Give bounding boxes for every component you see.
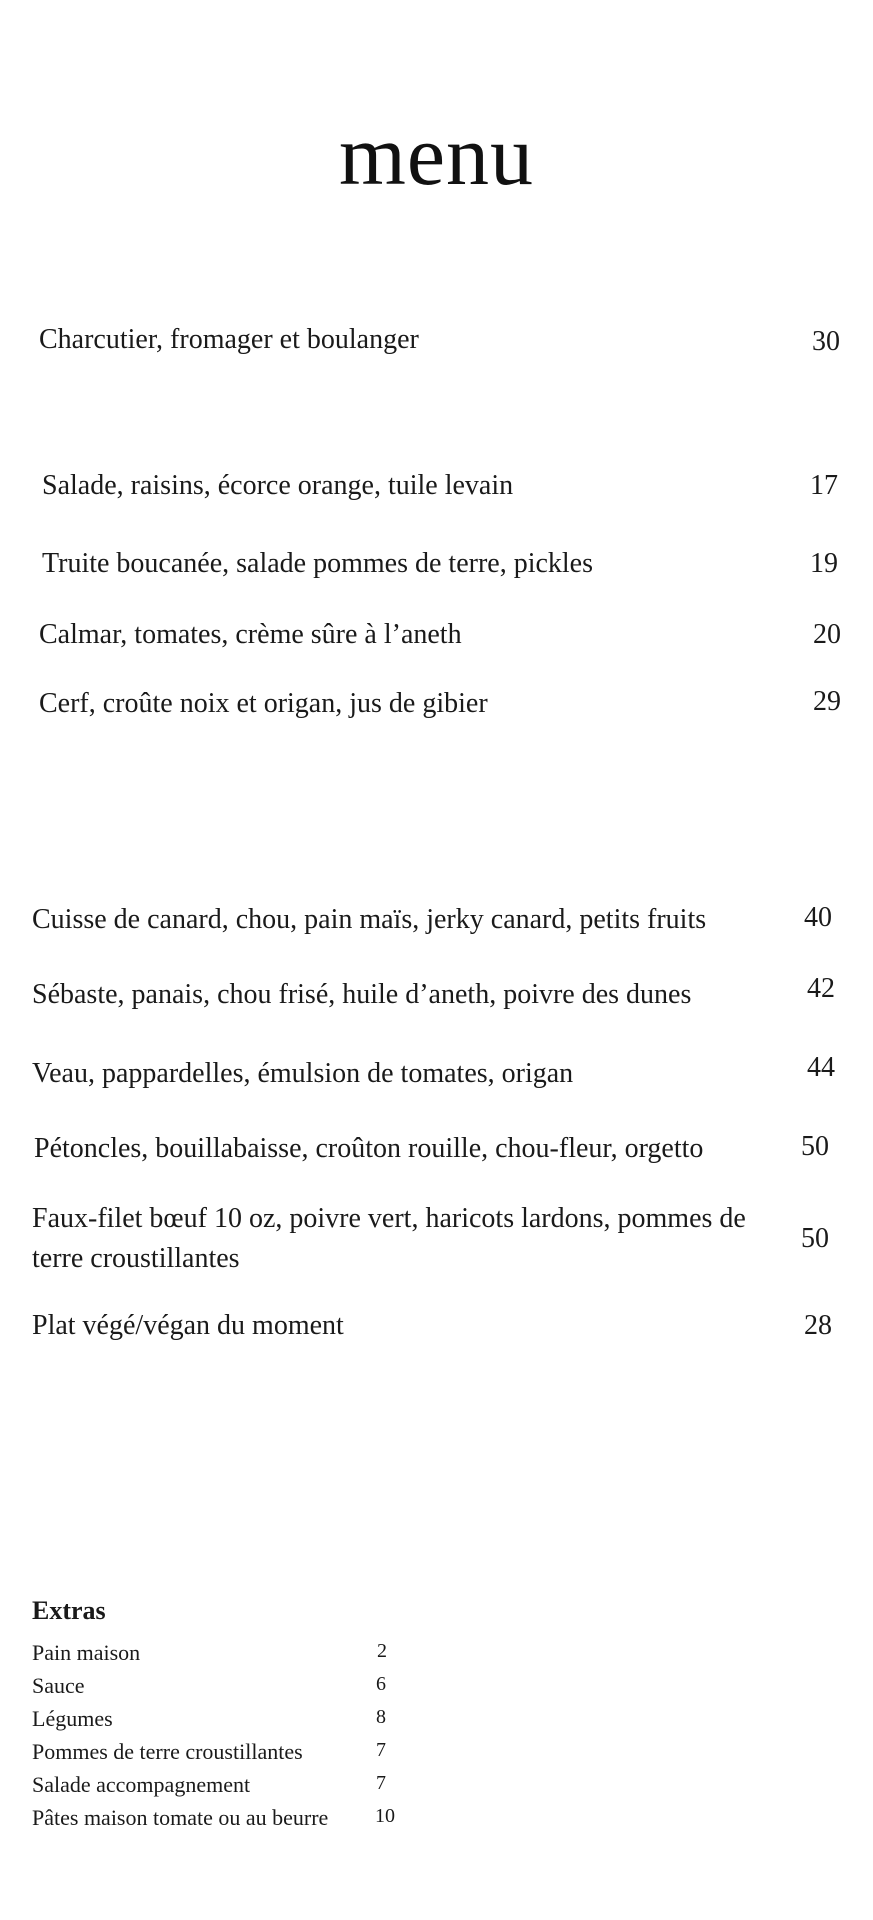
menu-item-name: Charcutier, fromager et boulanger bbox=[39, 324, 419, 355]
extras-item-name: Salade accompagnement bbox=[32, 1772, 251, 1797]
menu-item bbox=[0, 975, 873, 1035]
extras-item-name: Pain maison bbox=[32, 1640, 141, 1665]
menu-item-price: 50 bbox=[801, 1131, 829, 1162]
menu-item-name: Calmar, tomates, crème sûre à l’aneth bbox=[39, 619, 462, 650]
menu-item-price: 42 bbox=[807, 973, 835, 1004]
extras-item bbox=[32, 1770, 432, 1803]
menu-item bbox=[0, 1199, 873, 1283]
menu-item-name: Cerf, croûte noix et origan, jus de gibier bbox=[39, 688, 488, 719]
extras-heading: Extras bbox=[32, 1596, 106, 1625]
menu-item-name: Veau, pappardelles, émulsion de tomates, origan bbox=[32, 1058, 574, 1089]
menu-item-name: Cuisse de canard, chou, pain maïs, jerky canard, petits fruits bbox=[32, 904, 707, 935]
menu-item-name: Pétoncles, bouillabaisse, croûton rouille, chou-fleur, orgetto bbox=[34, 1133, 704, 1164]
extras-item-price: 6 bbox=[376, 1673, 386, 1695]
extras-item bbox=[32, 1803, 432, 1836]
menu-item-price: 30 bbox=[812, 326, 840, 357]
extras-item-price: 7 bbox=[376, 1739, 386, 1761]
extras-item-name: Légumes bbox=[32, 1706, 113, 1731]
extras-item-name: Pâtes maison tomate ou au beurre bbox=[32, 1805, 329, 1830]
menu-item bbox=[0, 544, 873, 604]
menu-item bbox=[0, 684, 873, 744]
menu-item-name: Salade, raisins, écorce orange, tuile levain bbox=[42, 470, 514, 501]
menu-item bbox=[0, 320, 873, 380]
extras-item-price: 2 bbox=[377, 1640, 387, 1662]
menu-item-name: Faux-filet bœuf 10 oz, poivre vert, haricots lardons, pommes de terre croustillantes bbox=[32, 1203, 746, 1274]
menu-item-price: 50 bbox=[801, 1223, 829, 1254]
menu-item bbox=[0, 615, 873, 675]
menu-item-name: Truite boucanée, salade pommes de terre, pickles bbox=[42, 548, 594, 579]
extras-item-name: Sauce bbox=[32, 1673, 85, 1698]
extras-item-price: 10 bbox=[375, 1805, 395, 1827]
extras-item-price: 7 bbox=[376, 1772, 386, 1794]
menu-item-price: 29 bbox=[813, 686, 841, 717]
menu-item-price: 44 bbox=[807, 1052, 835, 1083]
menu-item-price: 40 bbox=[804, 902, 832, 933]
extras-item bbox=[32, 1671, 432, 1704]
extras-item-name: Pommes de terre croustillantes bbox=[32, 1739, 303, 1764]
menu-item-price: 17 bbox=[810, 470, 838, 501]
menu-item bbox=[0, 1129, 873, 1189]
menu-item bbox=[0, 900, 873, 960]
menu-item bbox=[0, 1054, 873, 1114]
menu-item-price: 19 bbox=[810, 548, 838, 579]
menu-item bbox=[0, 466, 873, 526]
menu-item-name: Plat végé/végan du moment bbox=[32, 1310, 344, 1341]
menu-item-name: Sébaste, panais, chou frisé, huile d’aneth, poivre des dunes bbox=[32, 979, 692, 1010]
menu-item-price: 28 bbox=[804, 1310, 832, 1341]
extras-item bbox=[32, 1704, 432, 1737]
menu-item bbox=[0, 1306, 873, 1366]
page-title: menu bbox=[338, 107, 535, 203]
extras-item bbox=[32, 1638, 432, 1671]
extras-item bbox=[32, 1737, 432, 1770]
extras-item-price: 8 bbox=[376, 1706, 386, 1728]
menu-item-price: 20 bbox=[813, 619, 841, 650]
